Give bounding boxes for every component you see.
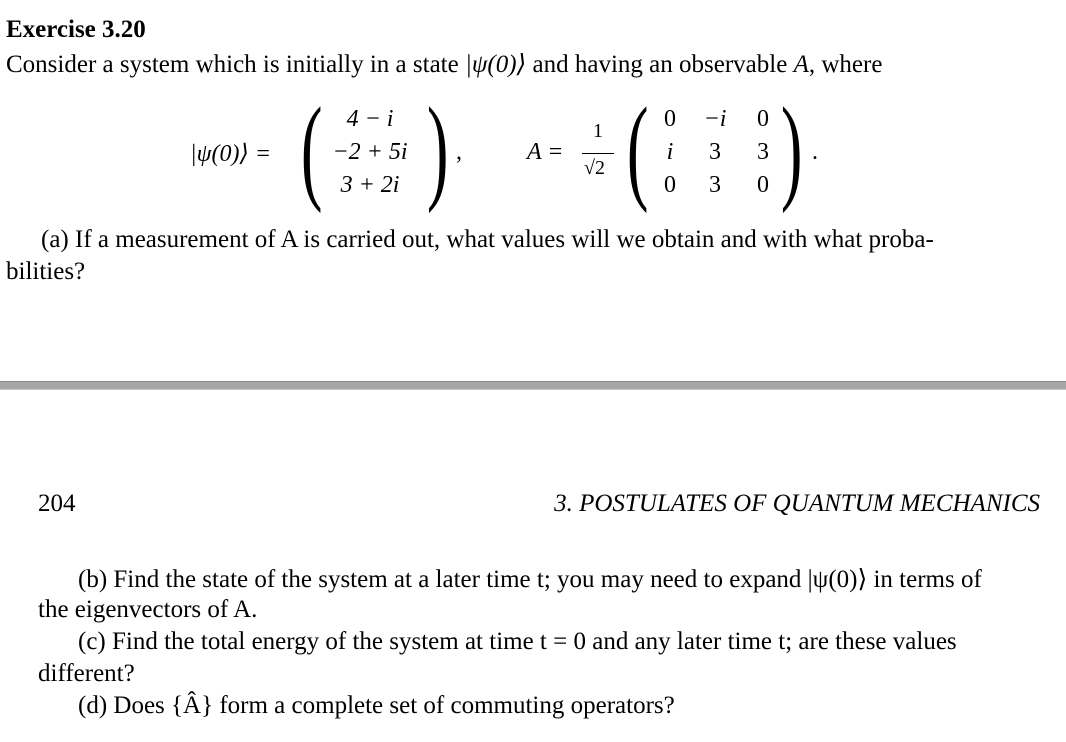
running-head: 3. POSTULATES OF QUANTUM MECHANICS: [554, 490, 1040, 517]
ket-label: |ψ(0)⟩ =: [190, 141, 272, 167]
matrix-right-paren: ): [780, 83, 803, 214]
vector-entry-2: −2 + 5i: [332, 139, 408, 165]
prefactor-fraction-line: [582, 153, 614, 154]
prefactor-numerator: 1: [593, 120, 603, 142]
display-equation: [0, 83, 1066, 214]
matrix-cell-3-2: 3: [709, 172, 721, 198]
operator-label: A =: [527, 139, 564, 165]
page-divider: [0, 381, 1066, 390]
intro-text-middle: and having an observable: [526, 51, 794, 78]
matrix-cell-1-1: 0: [664, 106, 676, 132]
equation-period: .: [812, 139, 818, 165]
exercise-title: Exercise 3.20: [6, 16, 146, 43]
intro-sentence: [6, 49, 882, 79]
intro-text-before: Consider a system which is initially in a state: [6, 51, 465, 78]
vector-left-paren: (: [300, 83, 323, 214]
part-b-line-1: (b) Find the state of the system at a later time t; you may need to expand |ψ(0)⟩ in terms of: [78, 566, 982, 593]
matrix-cell-2-1: i: [666, 139, 674, 165]
matrix-left-paren: (: [626, 83, 649, 214]
vector-entry-1: 4 − i: [346, 106, 394, 132]
part-c-line-1: (c) Find the total energy of the system at time t = 0 and any later time t; are these values: [78, 628, 957, 655]
part-b-line-2: the eigenvectors of A.: [38, 596, 258, 623]
matrix-cell-2-3: 3: [757, 139, 769, 165]
matrix-cell-3-3: 0: [757, 172, 769, 198]
prefactor-denominator: √2: [584, 157, 605, 179]
part-c-line-2: different?: [38, 660, 135, 687]
vector-entry-3: 3 + 2i: [340, 172, 400, 198]
part-a-line-2: bilities?: [6, 258, 86, 285]
vector-right-paren: ): [426, 83, 449, 214]
matrix-cell-1-2: −i: [703, 106, 727, 132]
matrix-cell-3-1: 0: [664, 172, 676, 198]
part-a-line-1: (a) If a measurement of A is carried out, what values will we obtain and with what proba-: [41, 226, 934, 253]
intro-observable: A: [793, 51, 809, 78]
page-number: 204: [38, 490, 76, 517]
part-d-line-1: (d) Does {Â} form a complete set of commuting operators?: [78, 692, 675, 719]
intro-text-after: , where: [808, 51, 883, 78]
equation-comma: ,: [456, 139, 462, 165]
intro-ket: |ψ(0)⟩: [464, 51, 527, 78]
matrix-cell-1-3: 0: [757, 106, 769, 132]
matrix-cell-2-2: 3: [709, 139, 721, 165]
